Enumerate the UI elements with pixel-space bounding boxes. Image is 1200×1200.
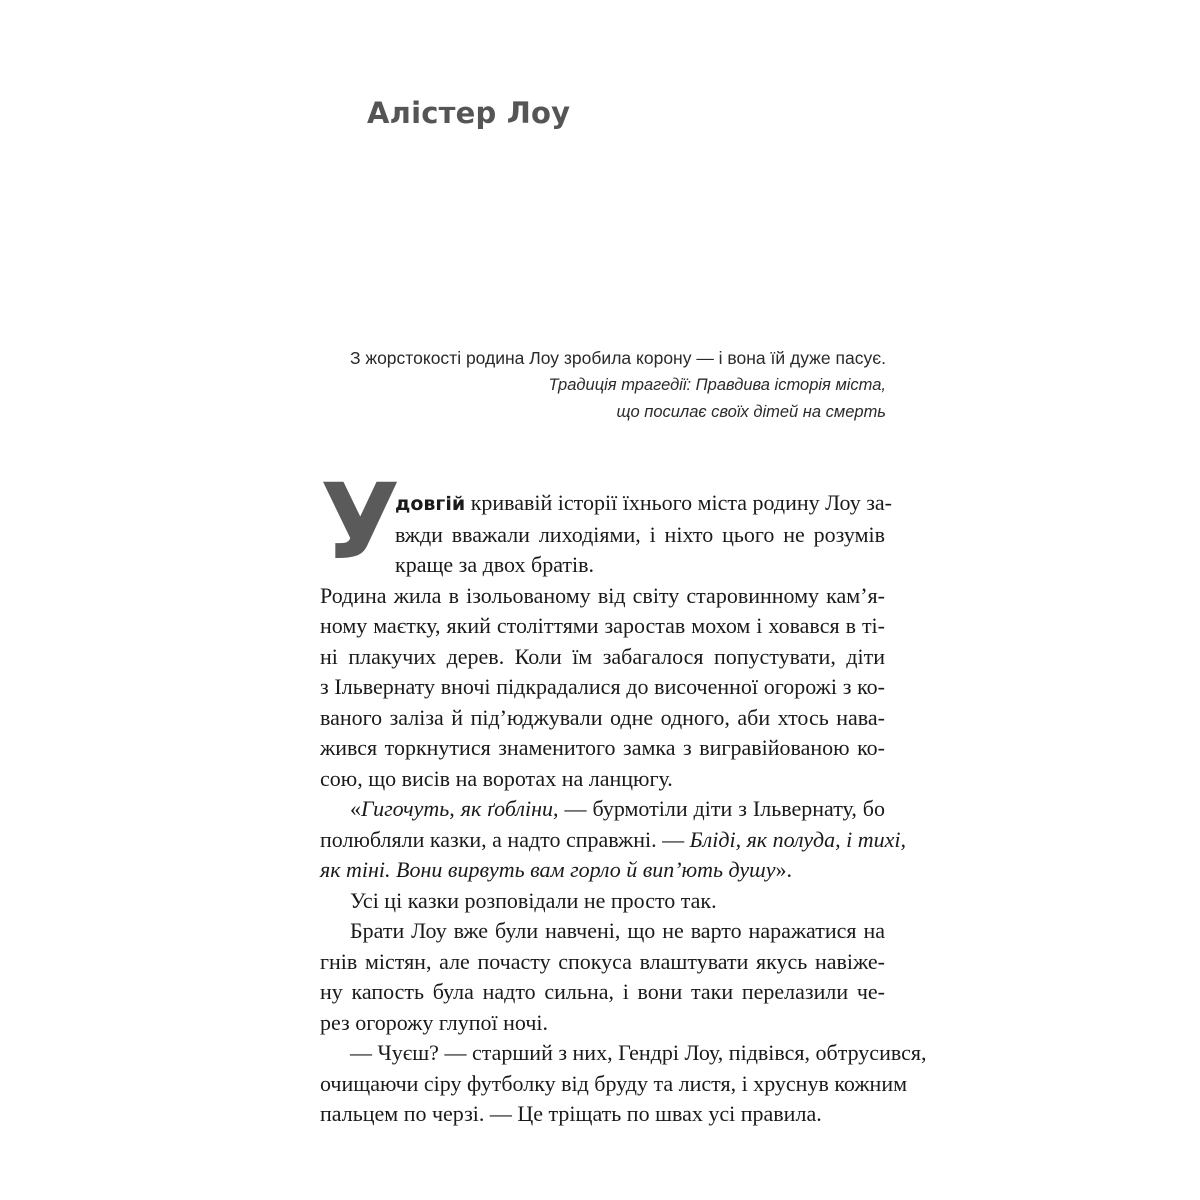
body-line-text: ».: [775, 857, 792, 882]
italic-quote-text: Гигочуть, як ґобліни: [361, 796, 554, 821]
body-line: ні плакучих дерев. Коли їм забагалося попустувати, діти: [320, 643, 885, 669]
body-line: Родина жила в ізольованому від світу старовинному кам’я-: [320, 582, 885, 608]
body-line-text: , — бурмотіли діти з Ільвернату, бо: [553, 796, 886, 821]
italic-quote-text: Бліді, як полуда, і тихі,: [689, 826, 907, 852]
body-line: ному маєтку, який століттями заростав мохом і ховався в ті-: [320, 613, 885, 638]
chapter-body-text: [320, 488, 927, 1130]
body-line: Усі ці казки розповідали не просто так.: [350, 887, 717, 913]
epigraph-quote: З жорстокості родина Лоу зробила корону — і вона їй дуже пасує.: [349, 348, 886, 368]
italic-quote-text: як тіні. Вони вирвуть вам горло й вип’ють душу: [320, 857, 776, 882]
body-line: сою, що висів на воротах на ланцюгу.: [320, 765, 673, 791]
body-line: Брати Лоу вже були навчені, що не варто наражатися на: [350, 918, 885, 943]
body-line: рез огорожу глупої ночі.: [320, 1009, 549, 1035]
epigraph-source-line-1: Традиція трагедії: Правдива історія міста,: [548, 376, 886, 394]
chapter-title: Алістер Лоу: [367, 96, 571, 130]
body-line: очищаючи сіру футболку від бруду та листя, і хруснув кожним: [320, 1070, 908, 1096]
body-line-text: кривавій історії їхнього міста родину Лоу за-: [465, 490, 892, 515]
quote-mark: «: [350, 796, 361, 821]
body-line-text: полюбляли казки, а надто справжні. —: [320, 826, 690, 852]
body-line: ну капость була надто сильна, і вони таки перелазили че-: [320, 979, 885, 1004]
body-line: краще за двох братів.: [395, 552, 594, 577]
body-line: вжди вважали лиходіями, і ніхто цього не розумів: [395, 521, 885, 547]
body-line: [320, 855, 885, 886]
lead-in-bold-word: довгій: [395, 493, 466, 515]
body-line: з Ільвернату вночі підкрадалися до височенної огорожі з ко-: [320, 674, 885, 699]
body-line: жився торкнутися знаменитого замка з вигравійованою ко-: [320, 735, 885, 760]
body-line: гнів містян, але почасту спокуса влаштувати якусь навіже-: [320, 948, 885, 974]
body-line: [320, 794, 885, 825]
body-line: [320, 825, 907, 856]
body-line: пальцем по черзі. — Це тріщать по швах усі правила.: [320, 1101, 822, 1126]
body-line: ваного заліза й під’юджували одне одного, аби хтось нава-: [320, 704, 885, 730]
body-line: — Чуєш? — старший з них, Гендрі Лоу, підвівся, обтрусився,: [350, 1040, 927, 1065]
drop-cap-letter: У: [320, 461, 401, 583]
epigraph-source-line-2: що посилає своїх дітей на смерть: [616, 403, 886, 421]
body-line: [320, 488, 892, 520]
epigraph: [350, 344, 886, 426]
